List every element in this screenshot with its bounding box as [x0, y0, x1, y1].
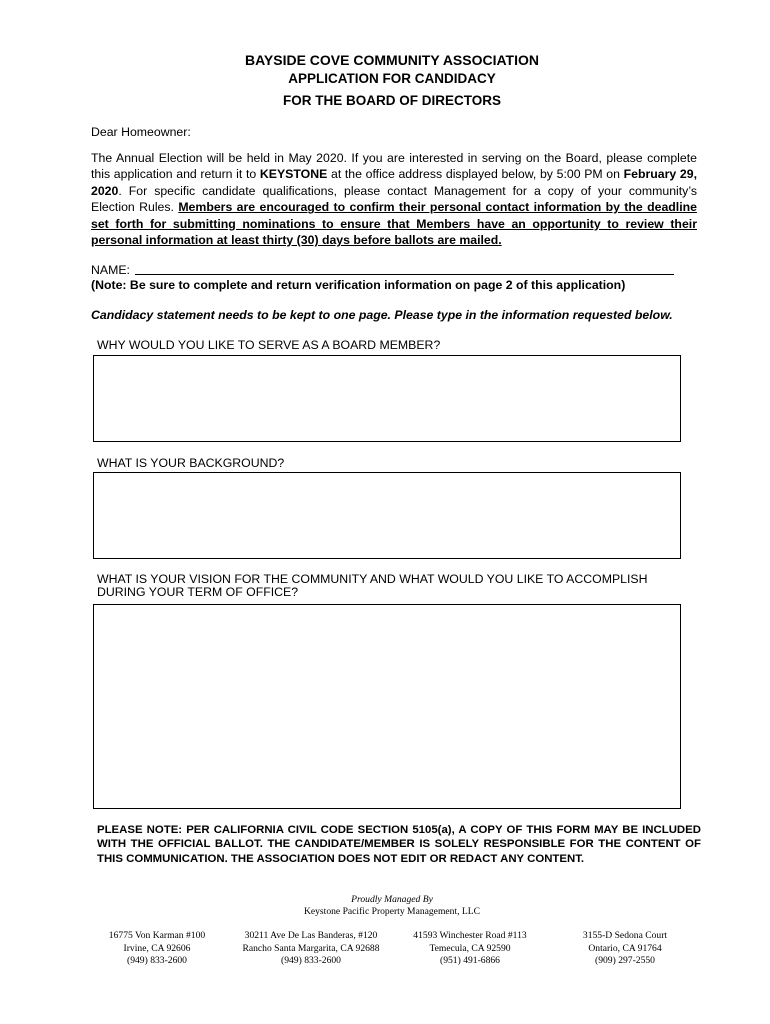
answer-box-background[interactable]	[93, 472, 681, 559]
name-label: NAME:	[91, 263, 130, 277]
name-field-line[interactable]	[135, 274, 674, 275]
office-irvine	[98, 930, 216, 968]
office-phone: (951) 491-6866	[440, 955, 500, 967]
intro-text-1: The Annual Election will be held in May 2020. If you are interested in serving on the Board, please complete this application and return it to	[91, 151, 697, 182]
office-temecula	[400, 930, 540, 968]
office-city: Temecula, CA 92590	[429, 942, 511, 954]
question-vision: WHAT IS YOUR VISION FOR THE COMMUNITY AND WHAT WOULD YOU LIKE TO ACCOMPLISH DURING YOUR TERM OF OFFICE?	[97, 572, 648, 599]
office-street: 16775 Von Karman #100	[108, 930, 206, 941]
office-phone: (949) 833-2600	[127, 955, 187, 967]
question-serve: WHY WOULD YOU LIKE TO SERVE AS A BOARD MEMBER?	[97, 338, 441, 352]
office-city: Ontario, CA 91764	[588, 942, 662, 954]
question-background: WHAT IS YOUR BACKGROUND?	[97, 456, 285, 470]
management-company: Keystone Pacific Property Management, LLC	[303, 906, 481, 917]
intro-text-2: at the office address displayed below, by 5:00 PM on	[327, 167, 624, 182]
keystone-name: KEYSTONE	[259, 167, 328, 182]
civil-code-notice: PLEASE NOTE: PER CALIFORNIA CIVIL CODE SECTION 5105(a), A COPY OF THIS FORM MAY BE INCLUDED WITH THE OFFICIAL BALLOT. THE CANDIDATE/MEMBER IS SOLELY RESPONSIBLE FOR THE CONTENT OF THIS COMMUNICATION. THE ASSOCIATION DOES NOT EDIT OR REDACT ANY CONTENT.	[97, 824, 701, 865]
office-city: Rancho Santa Margarita, CA 92688	[242, 942, 380, 954]
greeting: Dear Homeowner:	[91, 125, 191, 139]
office-phone: (909) 297-2550	[595, 955, 655, 967]
office-ontario	[560, 930, 690, 968]
office-street: 41593 Winchester Road #113	[413, 930, 527, 941]
answer-box-serve[interactable]	[93, 355, 681, 442]
deadline-date: February 29, 2020	[91, 167, 697, 198]
application-title: APPLICATION FOR CANDIDACY	[288, 71, 496, 86]
office-city: Irvine, CA 92606	[123, 942, 191, 954]
association-title: BAYSIDE COVE COMMUNITY ASSOCIATION	[244, 52, 540, 68]
contact-info-notice: Members are encouraged to confirm their personal contact information by the deadline set forth for submitting nominations to ensure that Members have an opportunity to review their personal information at least thirty (30) days before ballots are mailed.	[91, 200, 697, 248]
intro-text-3: . For specific candidate qualifications, please contact Management for a copy of your community’s Election Rules.	[91, 183, 697, 215]
answer-box-vision[interactable]	[93, 604, 681, 809]
office-rancho-santa-margarita	[232, 930, 390, 968]
managed-by: Proudly Managed By	[351, 894, 433, 905]
verification-note: (Note: Be sure to complete and return verification information on page 2 of this application)	[91, 278, 626, 292]
board-title: FOR THE BOARD OF DIRECTORS	[282, 93, 501, 108]
office-street: 30211 Ave De Las Banderas, #120	[244, 930, 378, 941]
office-phone: (949) 833-2600	[281, 955, 341, 967]
office-street: 3155-D Sedona Court	[582, 930, 668, 941]
candidacy-instruction: Candidacy statement needs to be kept to one page. Please type in the information requested below.	[91, 308, 673, 322]
intro-paragraph	[91, 150, 697, 248]
